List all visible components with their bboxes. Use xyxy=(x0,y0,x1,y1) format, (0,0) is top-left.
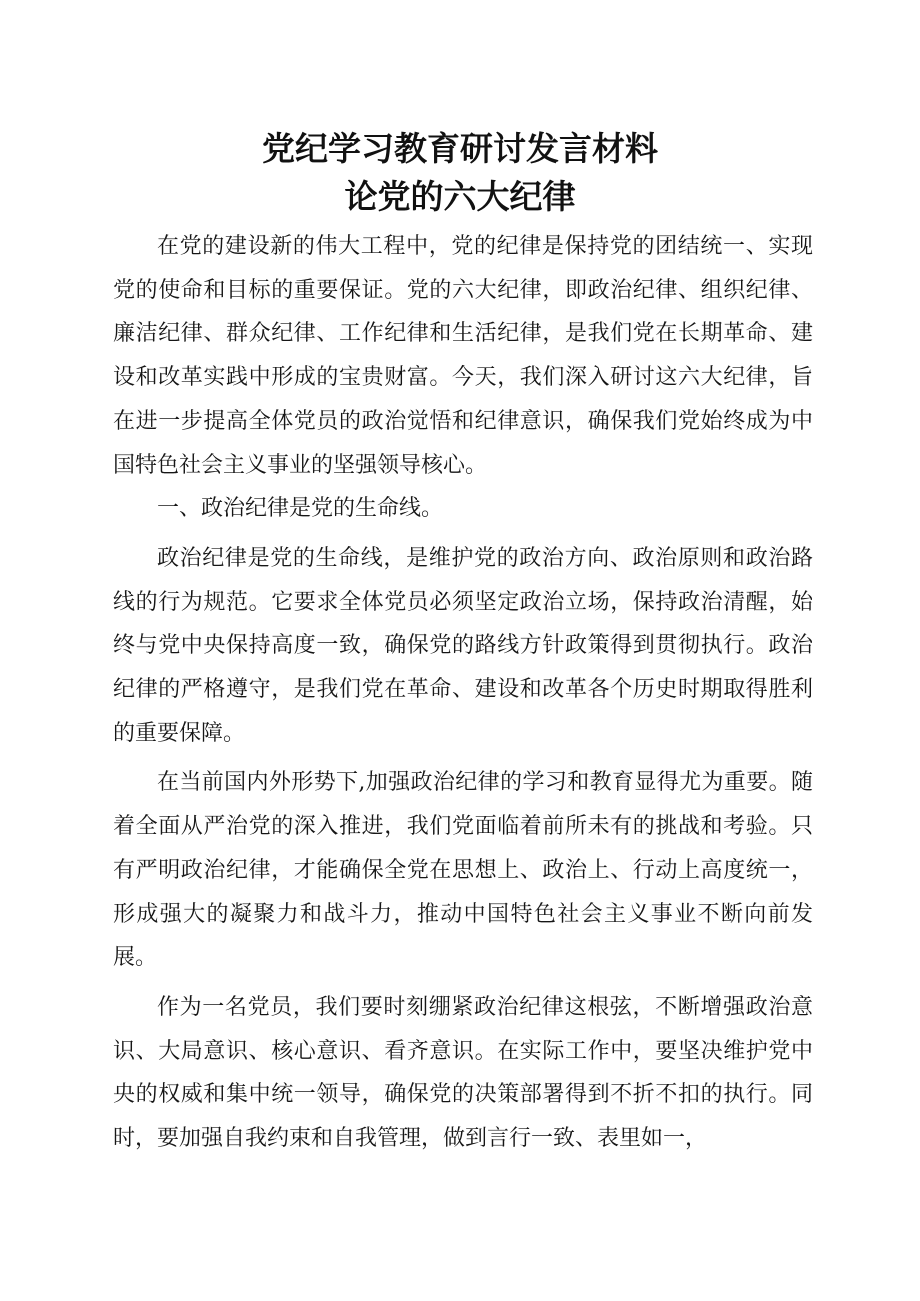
document-title: 党纪学习教育研讨发言材料 xyxy=(262,129,658,168)
document-subtitle: 论党的六大纪律 xyxy=(344,177,576,216)
intro-paragraph: 在党的建设新的伟大工程中，党的纪律是保持党的团结统一、实现党的使命和目标的重要保证。党的六大纪律，即政治纪律、组织纪律、廉洁纪律、群众纪律、工作纪律和生活纪律，是我们党在长期革命、建设和改革实践中形成的宝贵财富。今天，我们深入研讨这六大纪律，旨在进一步提高全体党员的政治觉悟和纪律意识，确保我们党始终成为中国特色社会主义事业的坚强领导核心。 xyxy=(113,234,813,478)
body-paragraph: 政治纪律是党的生命线，是维护党的政治方向、政治原则和政治路线的行为规范。它要求全体党员必须坚定政治立场，保持政治清醒，始终与党中央保持高度一致，确保党的路线方针政策得到贯彻执行。政治纪律的严格遵守，是我们党在革命、建设和改革各个历史时期取得胜利的重要保障。 xyxy=(113,545,813,746)
body-paragraph: 在当前国内外形势下,加强政治纪律的学习和教育显得尤为重要。随着全面从严治党的深入推进，我们党面临着前所未有的挑战和考验。只有严明政治纪律，才能确保全党在思想上、政治上、行动上高度统一，形成强大的凝聚力和战斗力，推动中国特色社会主义事业不断向前发展。 xyxy=(113,770,813,971)
document-body xyxy=(113,225,813,1161)
section-heading: 一、政治纪律是党的生命线。 xyxy=(157,496,444,522)
body-paragraph: 作为一名党员，我们要时刻绷紧政治纪律这根弦，不断增强政治意识、大局意识、核心意识、看齐意识。在实际工作中，要坚决维护党中央的权威和集中统一领导，确保党的决策部署得到不折不扣的执行。同时，要加强自我约束和自我管理，做到言行一致、表里如一， xyxy=(113,994,813,1152)
